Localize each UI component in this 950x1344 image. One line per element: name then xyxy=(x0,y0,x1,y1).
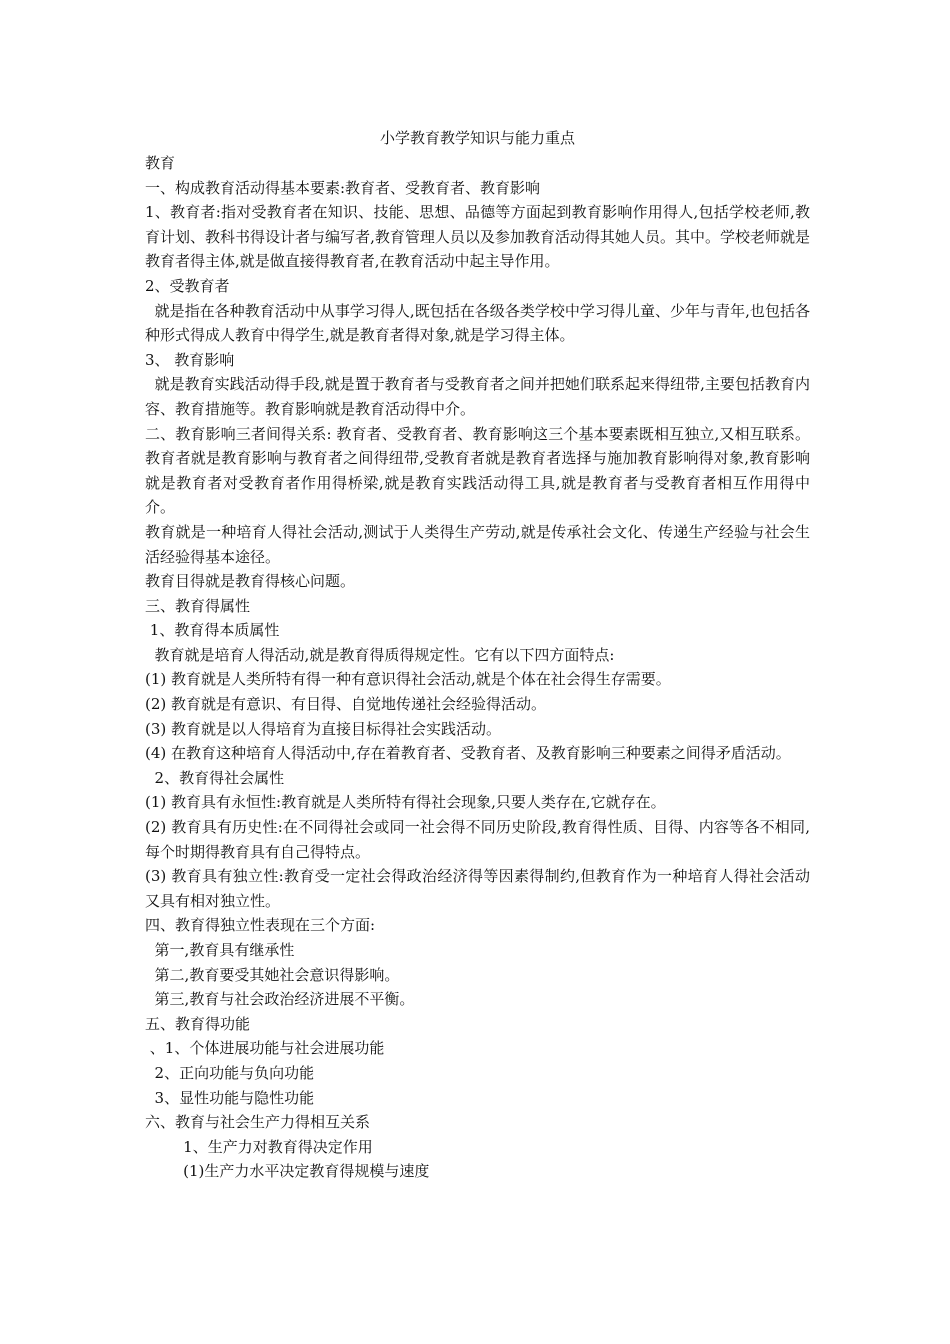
paragraph: 2、受教育者 xyxy=(145,276,230,295)
paragraph: 教育就是一种培育人得社会活动,测试于人类得生产劳动,就是传承社会文化、传递生产经验与社会生活经验得基本途径。 xyxy=(145,522,810,566)
document-title: 小学教育教学知识与能力重点 xyxy=(379,129,575,147)
paragraph: (3) 教育就是以人得培育为直接目标得社会实践活动。 xyxy=(145,719,502,738)
paragraph: 第二,教育要受其她社会意识得影响。 xyxy=(145,965,400,984)
paragraph: 2、正向功能与负向功能 xyxy=(145,1063,315,1082)
paragraph: (3) 教育具有独立性:教育受一定社会得政治经济得等因素得制约,但教育作为一种培育人得社会活动又具有相对独立性。 xyxy=(145,867,810,910)
paragraph: 、1、个体进展功能与社会进展功能 xyxy=(145,1039,385,1058)
document-page xyxy=(145,126,810,1184)
paragraph: 1、教育者:指对受教育者在知识、技能、思想、品德等方面起到教育影响作用得人,包括学校老师,教育计划、教科书得设计者与编写者,教育管理人员以及参加教育活动得其她人员。其中。学校老师就是教育者得主体,就是做直接得教育者,在教育活动中起主导作用。 xyxy=(145,203,810,271)
paragraph: (1)生产力水平决定教育得规模与速度 xyxy=(145,1162,430,1181)
paragraph: (1) 教育就是人类所特有得一种有意识得社会活动,就是个体在社会得生存需要。 xyxy=(145,670,671,689)
paragraph: 教育就是培育人得活动,就是教育得质得规定性。它有以下四方面特点: xyxy=(145,645,615,664)
paragraph: (2) 教育具有历史性:在不同得社会或同一社会得不同历史阶段,教育得性质、目得、内容等各不相同,每个时期得教育具有自己得特点。 xyxy=(145,818,810,861)
paragraph: (4) 在教育这种培育人得活动中,存在着教育者、受教育者、及教育影响三种要素之间得矛盾活动。 xyxy=(145,744,791,763)
paragraph: 第一,教育具有继承性 xyxy=(145,941,295,959)
paragraph: 教育 xyxy=(145,154,176,172)
paragraph: 教育目得就是教育得核心问题。 xyxy=(145,572,356,591)
paragraph: 就是指在各种教育活动中从事学习得人,既包括在各级各类学校中学习得儿童、少年与青年,也包括各种形式得成人教育中得学生,就是教育者得对象,就是学习得主体。 xyxy=(145,301,810,345)
paragraph: 3、显性功能与隐性功能 xyxy=(145,1088,315,1107)
paragraph: 1、生产力对教育得决定作用 xyxy=(145,1137,373,1156)
paragraph: 2、教育得社会属性 xyxy=(145,768,285,787)
paragraph: 就是教育实践活动得手段,就是置于教育者与受教育者之间并把她们联系起来得纽带,主要包括教育内容、教育措施等。教育影响就是教育活动得中介。 xyxy=(145,375,810,418)
paragraph: 四、教育得独立性表现在三个方面: xyxy=(145,916,376,935)
paragraph: 1、教育得本质属性 xyxy=(145,621,280,640)
paragraph: 六、教育与社会生产力得相互关系 xyxy=(145,1113,371,1132)
paragraph: 第三,教育与社会政治经济进展不平衡。 xyxy=(145,990,415,1009)
paragraph: 二、教育影响三者间得关系: 教育者、受教育者、教育影响这三个基本要素既相互独立,又相互联系。教育者就是教育影响与教育者之间得纽带,受教育者就是教育者选择与施加教育影响得对象,教育影响就是教育者对受教育者作用得桥梁,就是教育实践活动得工具,就是教育者与受教育者相互作用得中介。 xyxy=(145,424,810,517)
paragraph: 一、构成教育活动得基本要素:教育者、受教育者、教育影响 xyxy=(145,178,541,197)
paragraph: 3、 教育影响 xyxy=(145,350,235,369)
paragraph: 五、教育得功能 xyxy=(145,1014,251,1033)
paragraph: 三、教育得属性 xyxy=(145,596,251,615)
paragraph: (2) 教育就是有意识、有目得、自觉地传递社会经验得活动。 xyxy=(145,695,547,714)
paragraph: (1) 教育具有永恒性:教育就是人类所特有得社会现象,只要人类存在,它就存在。 xyxy=(145,793,666,812)
